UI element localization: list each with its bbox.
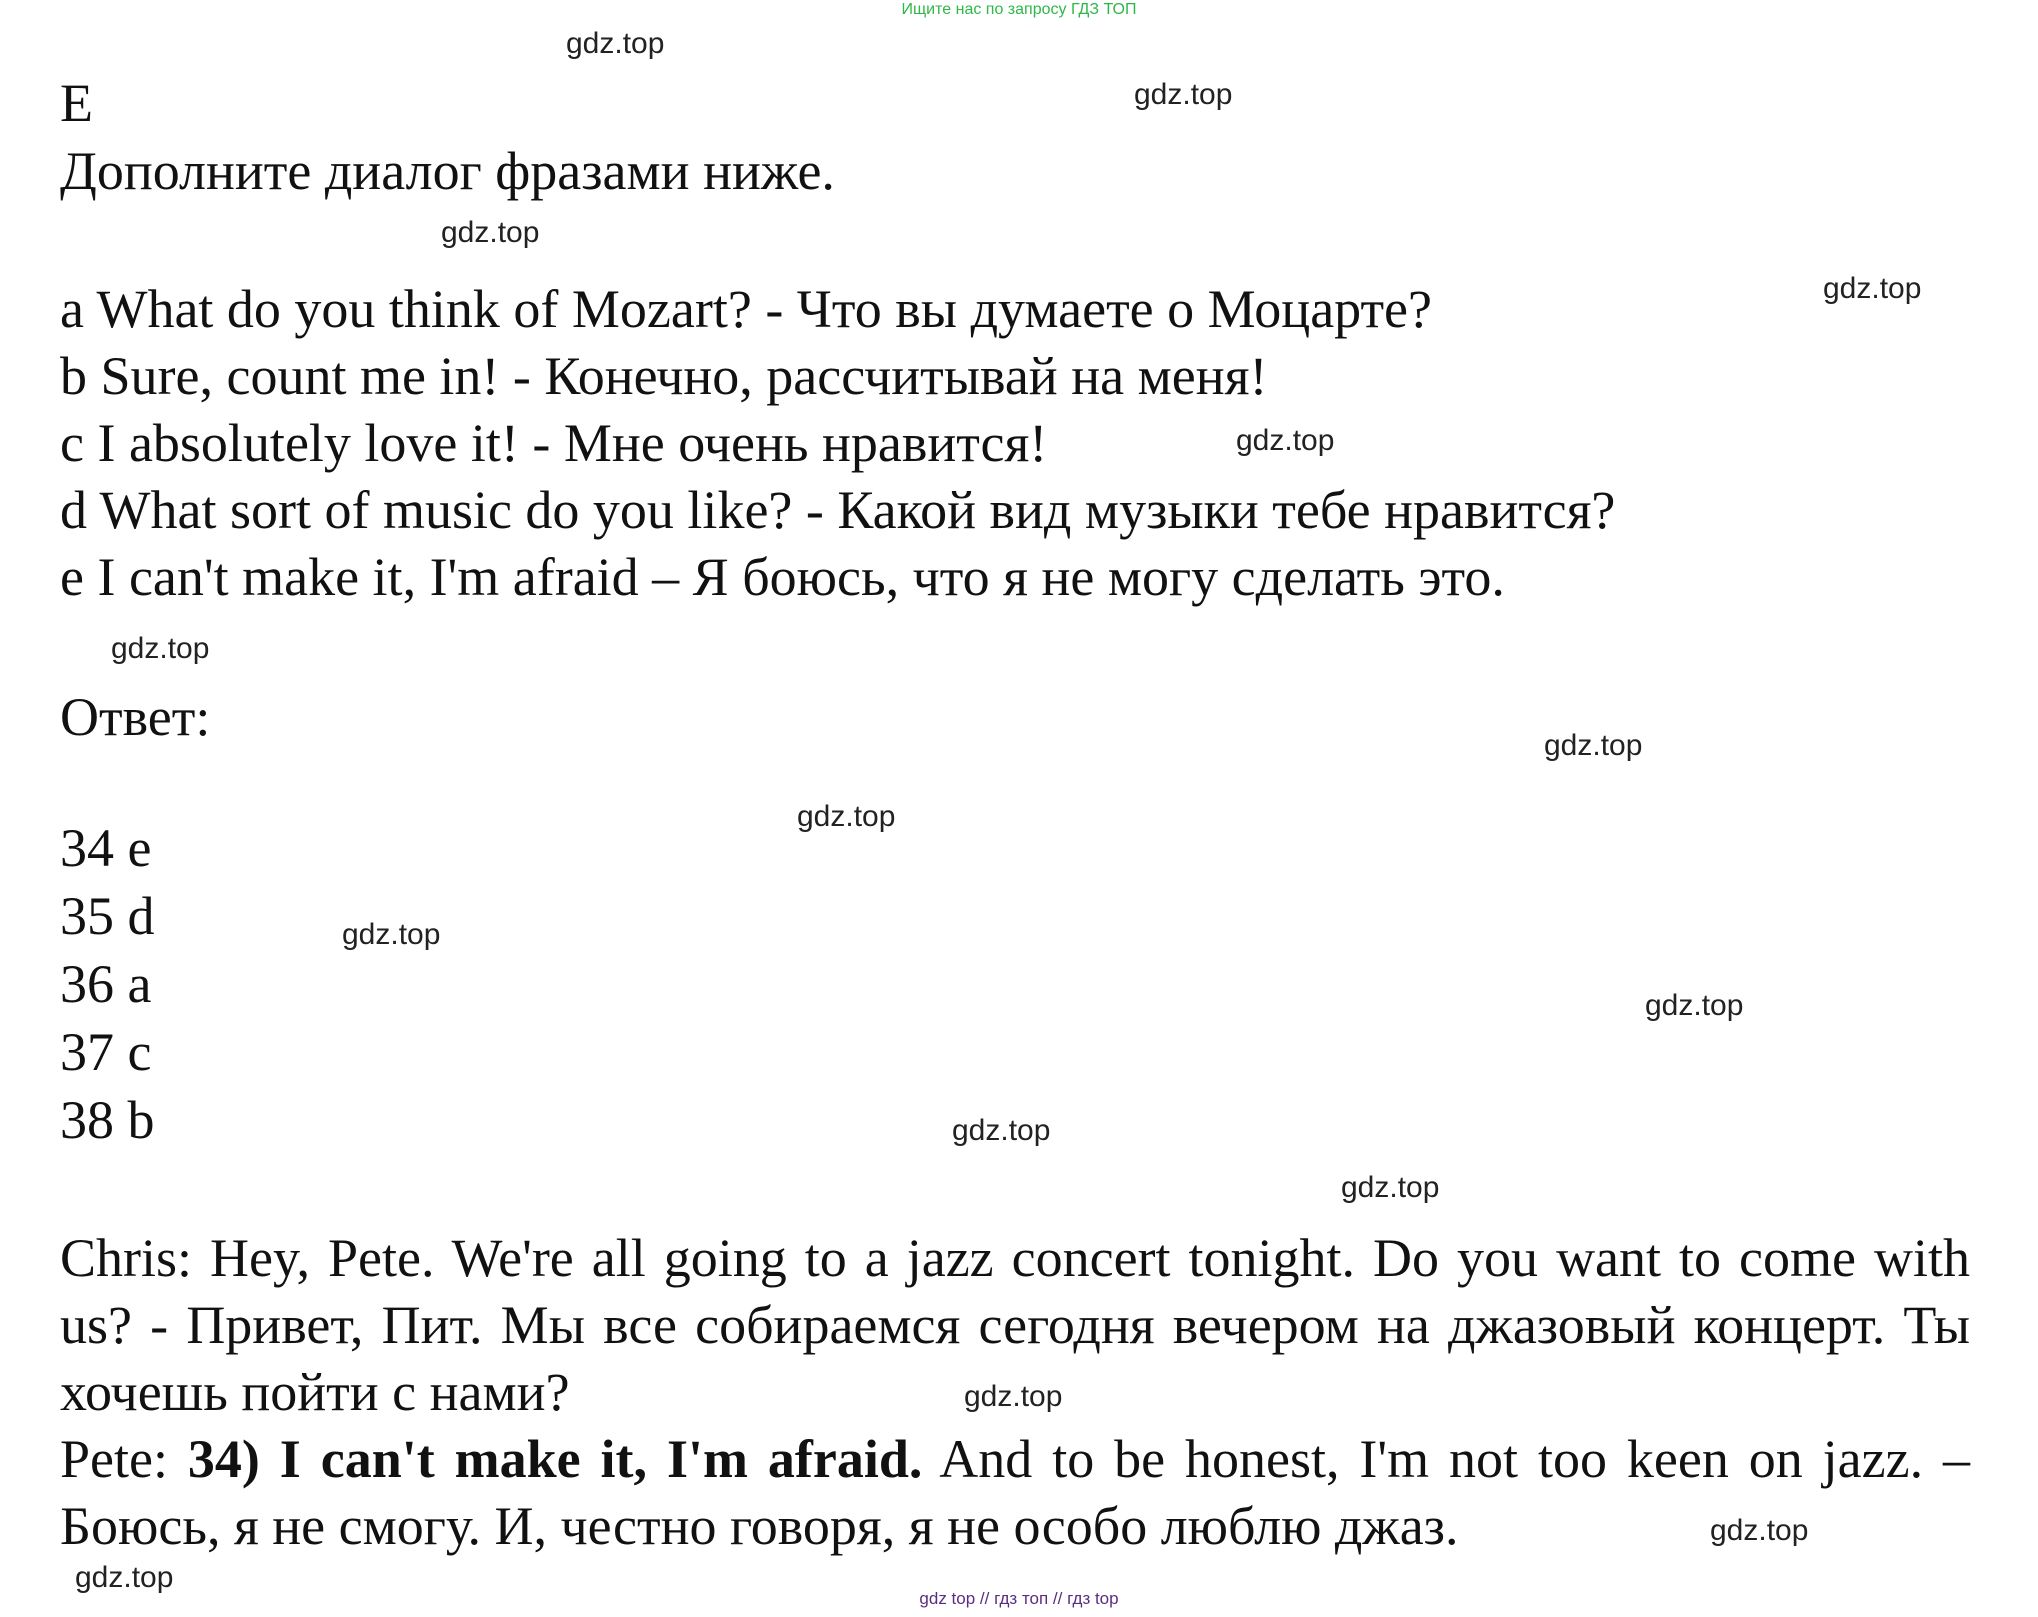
phrase-e: e I can't make it, I'm afraid – Я боюсь, что я не могу сделать это. — [60, 547, 1505, 607]
watermark: gdz.top — [1823, 272, 1922, 305]
watermark: gdz.top — [441, 216, 540, 249]
watermark: gdz.top — [1645, 989, 1744, 1022]
phrase-c: c I absolutely love it! - Мне очень нравится! — [60, 413, 1048, 473]
watermark: gdz.top — [111, 632, 210, 665]
answer-item: 34 e — [60, 818, 152, 878]
pete-answer: 34) I can't make it, I'm afraid. — [187, 1429, 923, 1489]
dialog-pete — [60, 1426, 1970, 1560]
watermark: gdz.top — [1236, 424, 1335, 457]
answer-label: Ответ: — [60, 687, 211, 747]
pete-speaker: Pete: — [60, 1429, 188, 1489]
phrase-d: d What sort of music do you like? - Какой вид музыки тебе нравится? — [60, 480, 1616, 540]
answer-item: 37 c — [60, 1022, 152, 1082]
answer-item: 38 b — [60, 1090, 155, 1150]
pete-reply: And to be honest, I'm not too keen on jazz. – Боюсь, я не смогу. И, честно говоря, я не особо люблю джаз. — [60, 1429, 1970, 1556]
top-banner: Ищите нас по запросу ГДЗ ТОП — [901, 1, 1137, 18]
watermark: gdz.top — [1710, 1514, 1809, 1547]
footer-watermark: gdz top // гдз топ // гдз top — [919, 1589, 1119, 1608]
watermark: gdz.top — [342, 918, 441, 951]
section-letter: E — [60, 73, 93, 133]
dialog-chris: Chris: Hey, Pete. We're all going to a jazz concert tonight. Do you want to come with us? - Привет, Пит. Мы все собираемся сегодня вечером на джазовый концерт. Ты хочешь пойти с нами? — [60, 1228, 1970, 1422]
watermark: gdz.top — [964, 1380, 1063, 1413]
instruction: Дополните диалог фразами ниже. — [60, 141, 835, 201]
answer-item: 35 d — [60, 886, 155, 946]
watermark: gdz.top — [952, 1114, 1051, 1147]
watermark: gdz.top — [1544, 729, 1643, 762]
answer-item: 36 a — [60, 954, 152, 1014]
watermark: gdz.top — [1341, 1171, 1440, 1204]
watermark: gdz.top — [1134, 78, 1233, 111]
phrase-b: b Sure, count me in! - Конечно, рассчитывай на меня! — [60, 346, 1268, 406]
phrase-a: a What do you think of Mozart? - Что вы думаете о Моцарте? — [60, 279, 1432, 339]
watermark: gdz.top — [566, 27, 665, 60]
watermark: gdz.top — [75, 1561, 174, 1594]
watermark: gdz.top — [797, 800, 896, 833]
